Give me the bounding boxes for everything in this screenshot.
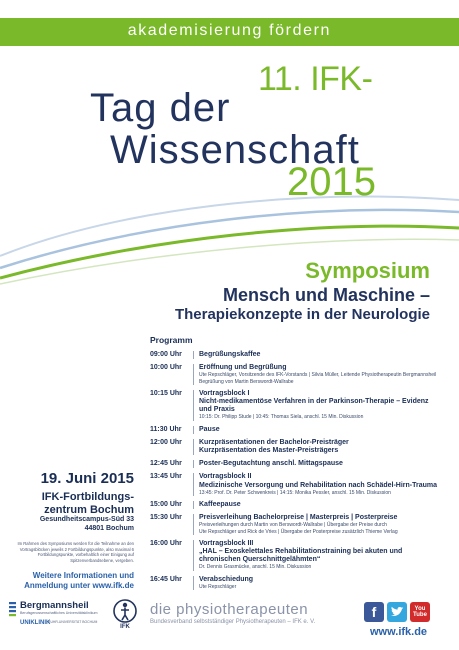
twitter-bird-icon: [390, 606, 404, 618]
program-item: [150, 501, 440, 509]
program-title: Eröffnung und Begrüßung: [199, 364, 287, 372]
program-detail: Dr. Dennis Grasmücke, anschl. 15 Min. Diskussion: [199, 564, 312, 571]
program-title: Nicht-medikamentöse Verfahren in der Parkinson-Therapie – Evidenz und Praxis: [199, 398, 429, 414]
more-info-line: Anmeldung unter www.ifk.de: [24, 581, 134, 590]
program-title: Poster-Begutachtung anschl. Mittagspause: [199, 460, 343, 468]
program-time: 09:00 Uhr: [150, 351, 182, 358]
title-line2: Wissenschaft: [110, 128, 360, 172]
symposium-label: Symposium: [305, 258, 430, 283]
edition-label: 11. IFK-: [258, 60, 373, 98]
symposium-main-title: Mensch und Maschine –: [222, 285, 430, 305]
program-item: [150, 540, 440, 571]
ifk-figure-icon: [112, 598, 138, 624]
program-title: Kurzpräsentationen der Bachelor-Preisträger: [199, 438, 349, 446]
program-item: [150, 473, 440, 496]
program-detail: Preisverleihungen durch Martin von Berswordt-Wallrabe | Übergabe der Preise durch: [199, 522, 387, 529]
program-item: [150, 351, 440, 359]
symposium-subtitle: Therapiekonzepte in der Neurologie: [174, 306, 430, 323]
program-detail: Ute Repschläger, Vorsitzende des IFK-Vorstands | Silvia Müller, Leitende Physiotherapeutin Bergmannsheil: [199, 372, 437, 379]
rub-label: RUHR-UNIVERSITÄT BOCHUM: [48, 620, 98, 624]
website-link[interactable]: www.ifk.de: [370, 626, 428, 638]
program: [150, 335, 440, 595]
bergmannsheil-mark-icon: [8, 600, 18, 630]
program-time: 15:30 Uhr: [150, 514, 182, 522]
youtube-bottom: Tube: [413, 612, 427, 618]
program-title: Pause: [199, 425, 220, 433]
brand-name: die physiotherapeuten: [150, 601, 309, 618]
bergmannsheil-name: Bergmannsheil: [20, 600, 89, 611]
program-item: [150, 439, 440, 455]
program-item: [150, 460, 440, 468]
program-time: 12:45 Uhr: [150, 460, 182, 468]
tagline: akademisierung fördern: [127, 22, 331, 39]
program-heading: Programm: [150, 335, 193, 345]
symposium-title: [100, 258, 430, 324]
program-title: Preisverleihung Bachelorpreise | Masterpreis | Posterpreise: [199, 514, 398, 522]
event-address: [8, 516, 134, 533]
program-title: Kaffeepause: [199, 501, 241, 509]
address-line: Gesundheitscampus-Süd 33: [39, 516, 134, 523]
program-time: 11:30 Uhr: [150, 425, 182, 433]
social-links: [364, 602, 430, 624]
venue-line: zentrum Bochum: [44, 503, 134, 516]
program-item: [150, 364, 440, 385]
brand-subtitle: Bundesverband selbstständiger Physiotherapeuten – IFK e. V.: [150, 619, 316, 625]
program-time: 15:00 Uhr: [150, 501, 182, 509]
program-title: Begrüßungskaffee: [199, 351, 261, 358]
program-detail: Begrüßung von Martin Berswordt-Wallrabe: [199, 378, 294, 385]
title-line1: Tag der: [90, 86, 231, 130]
uniklinik-label: UNIKLINIK: [20, 620, 51, 626]
program-item: [150, 576, 440, 590]
program-item: [150, 390, 440, 421]
physiotherapeuten-brand: [150, 601, 315, 625]
more-info-line: Weitere Informationen und: [32, 571, 134, 580]
twitter-icon[interactable]: [387, 602, 407, 622]
youtube-icon[interactable]: [410, 602, 430, 622]
program-title: „HAL – Exoskelettales Rehabilitationstraining bei akuten und chronischen Querschnittgelähmten“: [199, 548, 403, 564]
program-item: [150, 426, 440, 434]
more-info-link[interactable]: [8, 571, 134, 591]
program-time: 13:45 Uhr: [150, 473, 182, 481]
program-detail: 13:45: Prof. Dr. Peter Schwenkreis | 14:15: Monika Pessler, anschl. 15 Min. Diskussion: [199, 489, 391, 496]
program-item: [150, 514, 440, 535]
program-title: Vortragsblock III: [199, 539, 254, 547]
program-title: Vortragsblock II: [199, 473, 252, 481]
program-time: 10:00 Uhr: [150, 364, 182, 372]
program-title: Vortragsblock I: [199, 389, 250, 397]
address-line: 44801 Bochum: [84, 524, 134, 532]
facebook-icon[interactable]: f: [364, 602, 384, 622]
ifk-label: IFK: [120, 624, 130, 630]
ifk-logo: [112, 598, 138, 632]
event-date: 19. Juni 2015: [40, 470, 134, 487]
bergmannsheil-logo: [8, 600, 106, 630]
program-title: Medizinische Versorgung und Rehabilitation nach Schädel-Hirn-Trauma: [199, 481, 438, 489]
credit-note: Im Rahmen des Symposiums werden für die Teilnahme an den Vortragsblöcken jeweils 2 Fortbildungspunkte, also maximal 6 Fortbildungspunkte, vorbehaltlich einer Einigung auf Spitzenverbandsebene, vergeben.: [17, 541, 134, 563]
program-time: 16:00 Uhr: [150, 539, 182, 547]
venue-line: IFK-Fortbildungs-: [41, 491, 134, 503]
program-time: 16:45 Uhr: [150, 575, 182, 583]
bergmannsheil-subtitle: Berufsgenossenschaftliches Universitätsklinikum: [20, 611, 98, 615]
event-venue: [8, 491, 134, 516]
event-info: [8, 470, 134, 591]
program-detail: Ute Repschläger: [199, 583, 237, 590]
program-detail: 10:15: Dr. Philipp Stude | 10:45: Thomas Siela, anschl. 15 Min. Diskussion: [199, 414, 364, 421]
program-title: Kurzpräsentation des Master-Preisträgers: [199, 447, 339, 455]
program-time: 10:15 Uhr: [150, 389, 182, 397]
year-label: 2015: [287, 160, 376, 204]
program-title: Verabschiedung: [199, 575, 254, 583]
youtube-top: You: [414, 606, 426, 612]
program-time: 12:00 Uhr: [150, 438, 182, 446]
top-band: [0, 18, 459, 46]
program-detail: Ute Repschläger und Rick de Vries | Übergabe der Posterpreise zusätzlich Thieme Verlag: [199, 528, 398, 535]
